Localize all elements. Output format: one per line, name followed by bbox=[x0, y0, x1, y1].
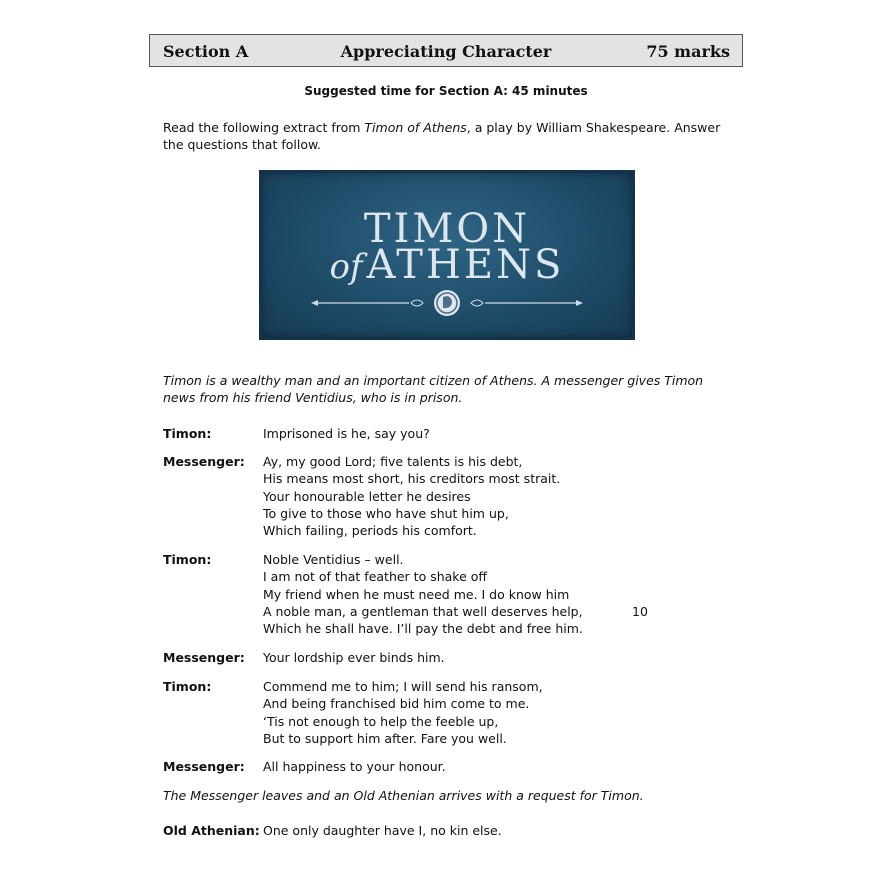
verse-line: Your lordship ever binds him. bbox=[263, 650, 445, 665]
section-title: Appreciating Character bbox=[340, 42, 552, 61]
verse-line: ‘Tis not enough to help the feeble up, bbox=[263, 713, 499, 729]
speaker-name: Messenger: bbox=[163, 759, 245, 774]
verse-line: Noble Ventidius – well. bbox=[263, 552, 404, 567]
banner-title-line1: TIMON bbox=[363, 206, 531, 252]
banner-of: of bbox=[329, 247, 363, 287]
verse-line: Your honourable letter he desires bbox=[263, 488, 471, 504]
verse-line: My friend when he must need me. I do know him bbox=[263, 586, 570, 602]
speaker-name: Messenger: bbox=[163, 650, 245, 665]
banner-title-line2 bbox=[259, 242, 635, 288]
verse-line: To give to those who have shut him up, bbox=[263, 505, 509, 521]
verse-line: All happiness to your honour. bbox=[263, 759, 446, 774]
verse-line: And being franchised bid him come to me. bbox=[263, 696, 530, 712]
speaker-name: Timon: bbox=[163, 679, 212, 694]
verse-line: Which failing, periods his comfort. bbox=[263, 523, 477, 539]
speaker-name: Messenger: bbox=[163, 454, 245, 469]
speech-lines bbox=[263, 551, 583, 637]
context-note: Timon is a wealthy man and an important citizen of Athens. A messenger gives Timon news from his friend Ventidius, who is in prison. bbox=[163, 373, 704, 405]
stage-direction: The Messenger leaves and an Old Athenian arrives with a request for Timon. bbox=[163, 788, 644, 803]
verse-line: His means most short, his creditors most strait. bbox=[263, 471, 561, 487]
speech-lines bbox=[263, 822, 502, 839]
intro-after: , a play by William Shakespeare. Answer the questions that follow. bbox=[163, 120, 721, 152]
speech-lines bbox=[263, 758, 446, 775]
speech-lines bbox=[263, 425, 430, 442]
play-title: Timon of Athens bbox=[364, 120, 467, 135]
speech-lines bbox=[263, 649, 445, 666]
banner-ornament-icon bbox=[309, 288, 585, 318]
verse-line: One only daughter have I, no kin else. bbox=[263, 823, 502, 838]
intro-text bbox=[163, 119, 733, 153]
banner-athens: ATHENS bbox=[366, 242, 565, 288]
line-number: 10 bbox=[632, 603, 648, 619]
speaker-name: Timon: bbox=[163, 426, 212, 441]
section-marks: 75 marks bbox=[646, 42, 730, 61]
verse-line: I am not of that feather to shake off bbox=[263, 569, 488, 585]
suggested-time: Suggested time for Section A: 45 minutes bbox=[304, 84, 588, 98]
intro-before: Read the following extract from bbox=[163, 120, 365, 135]
verse-line: Ay, my good Lord; five talents is his debt, bbox=[263, 454, 523, 469]
section-label: Section A bbox=[163, 42, 249, 61]
speech-lines bbox=[263, 453, 560, 539]
speech-lines bbox=[263, 678, 543, 747]
verse-line: But to support him after. Fare you well. bbox=[263, 730, 507, 746]
verse-line: A noble man, a gentleman that well deserves help, bbox=[263, 603, 583, 619]
verse-line: Imprisoned is he, say you? bbox=[263, 426, 430, 441]
verse-line: Commend me to him; I will send his ransom, bbox=[263, 679, 543, 694]
speaker-name: Timon: bbox=[163, 552, 212, 567]
verse-line: Which he shall have. I’ll pay the debt and free him. bbox=[263, 621, 583, 637]
play-banner-image bbox=[259, 170, 635, 340]
speaker-name: Old Athenian: bbox=[163, 823, 260, 838]
section-header bbox=[149, 34, 743, 67]
